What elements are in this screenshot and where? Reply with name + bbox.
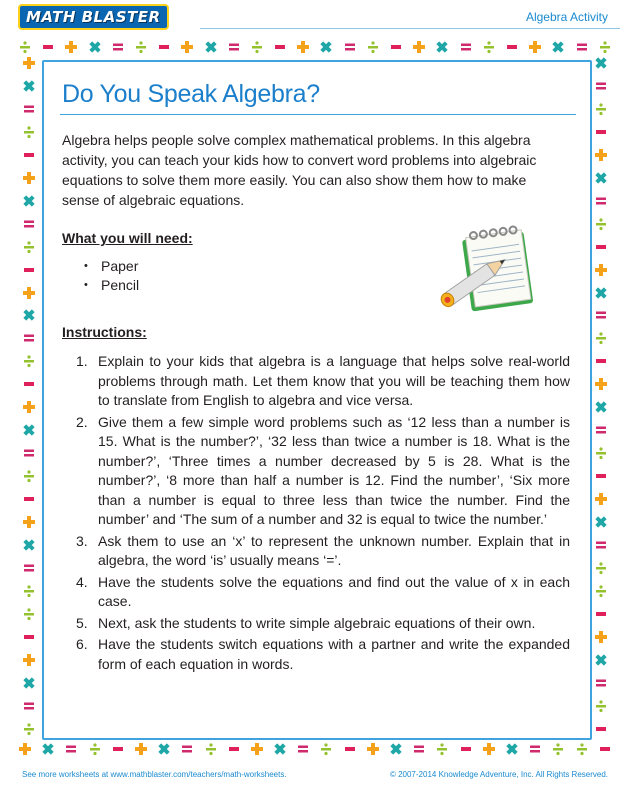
step-text: Have the students switch equations with a partner and write the expanded form of each equation in words. xyxy=(98,636,570,672)
minus-icon xyxy=(505,40,519,54)
step-text: Have the students solve the equations and find out the value of x in each case. xyxy=(98,573,570,609)
divide-icon xyxy=(594,584,608,598)
equals-icon xyxy=(22,217,36,231)
instructions-heading: Instructions: xyxy=(62,324,147,340)
times-icon xyxy=(273,742,287,756)
divide-icon xyxy=(594,699,608,713)
title-underline xyxy=(60,114,576,115)
needs-list xyxy=(84,257,139,295)
step-text: Ask them to use an ‘x’ to represent the unknown number. Explain that in algebra, the word ‘is’ usually means ‘=’. xyxy=(98,532,570,568)
divide-icon xyxy=(204,742,218,756)
minus-icon xyxy=(594,240,608,254)
list-item xyxy=(62,635,570,674)
times-icon xyxy=(88,40,102,54)
plus-icon xyxy=(482,742,496,756)
plus-icon xyxy=(22,653,36,667)
divide-icon xyxy=(594,331,608,345)
plus-icon xyxy=(22,400,36,414)
intro-paragraph: Algebra helps people solve complex mathematical problems. In this algebra activity, you can teach your kids how to convert word problems into algebraic equations to solve them more easily. You can also show them how to make sense of algebraic equations. xyxy=(62,132,537,208)
times-icon xyxy=(594,56,608,70)
divide-icon xyxy=(482,40,496,54)
divide-icon xyxy=(594,102,608,116)
equals-icon xyxy=(594,194,608,208)
header-divider xyxy=(200,28,620,29)
equals-icon xyxy=(22,331,36,345)
times-icon xyxy=(22,79,36,93)
equals-icon xyxy=(594,308,608,322)
minus-icon xyxy=(594,722,608,736)
step-number: 2. xyxy=(76,413,88,430)
plus-icon xyxy=(22,56,36,70)
times-icon xyxy=(594,653,608,667)
equals-icon xyxy=(594,423,608,437)
equals-icon xyxy=(594,79,608,93)
footer-copyright: © 2007-2014 Knowledge Adventure, Inc. All Rights Reserved. xyxy=(389,770,608,779)
worksheet-panel xyxy=(42,60,592,740)
times-icon xyxy=(41,742,55,756)
minus-icon xyxy=(459,742,473,756)
math-blaster-logo: MATH BLASTER xyxy=(18,4,169,30)
divide-icon xyxy=(22,354,36,368)
plus-icon xyxy=(594,377,608,391)
minus-icon xyxy=(41,40,55,54)
plus-icon xyxy=(594,630,608,644)
equals-icon xyxy=(594,538,608,552)
divide-icon xyxy=(22,607,36,621)
equals-icon xyxy=(594,676,608,690)
step-number: 3. xyxy=(76,532,88,549)
divide-icon xyxy=(22,125,36,139)
minus-icon xyxy=(273,40,287,54)
minus-icon xyxy=(22,377,36,391)
step-text: Next, ask the students to write simple algebraic equations of their own. xyxy=(98,614,536,631)
equals-icon xyxy=(64,742,78,756)
border-right xyxy=(592,56,610,736)
divide-icon xyxy=(366,40,380,54)
border-top xyxy=(18,38,612,56)
activity-label: Algebra Activity xyxy=(525,10,608,24)
minus-icon xyxy=(22,148,36,162)
equals-icon xyxy=(575,40,589,54)
divide-icon xyxy=(551,742,565,756)
times-icon xyxy=(594,171,608,185)
divide-icon xyxy=(598,40,612,54)
step-number: 1. xyxy=(76,353,88,369)
minus-icon xyxy=(22,630,36,644)
plus-icon xyxy=(22,515,36,529)
page-title: Do You Speak Algebra? xyxy=(62,80,320,108)
divide-icon xyxy=(22,584,36,598)
divide-icon xyxy=(319,742,333,756)
plus-icon xyxy=(366,742,380,756)
needs-heading: What you will need: xyxy=(62,230,193,246)
minus-icon xyxy=(594,125,608,139)
step-text: Explain to your kids that algebra is a language that helps solve real-world problems through math. Let them know that you will be teaching them how to translate from English to algebra and vice versa. xyxy=(98,353,570,408)
notepad-pencil-illustration xyxy=(434,222,544,322)
equals-icon xyxy=(22,561,36,575)
minus-icon xyxy=(111,742,125,756)
times-icon xyxy=(505,742,519,756)
times-icon xyxy=(22,308,36,322)
plus-icon xyxy=(594,263,608,277)
divide-icon xyxy=(22,722,36,736)
equals-icon xyxy=(412,742,426,756)
list-item: • Pencil xyxy=(84,276,139,295)
equals-icon xyxy=(459,40,473,54)
minus-icon xyxy=(343,742,357,756)
plus-icon xyxy=(250,742,264,756)
times-icon xyxy=(551,40,565,54)
times-icon xyxy=(319,40,333,54)
equals-icon xyxy=(22,446,36,460)
step-number: 5. xyxy=(76,614,88,631)
divide-icon xyxy=(435,742,449,756)
plus-icon xyxy=(412,40,426,54)
times-icon xyxy=(22,676,36,690)
minus-icon xyxy=(594,469,608,483)
times-icon xyxy=(594,515,608,529)
border-left xyxy=(20,56,38,736)
plus-icon xyxy=(296,40,310,54)
divide-icon xyxy=(22,469,36,483)
divide-icon xyxy=(594,561,608,575)
plus-icon xyxy=(22,171,36,185)
times-icon xyxy=(22,423,36,437)
plus-icon xyxy=(594,148,608,162)
equals-icon xyxy=(180,742,194,756)
divide-icon xyxy=(88,742,102,756)
times-icon xyxy=(594,400,608,414)
minus-icon xyxy=(594,354,608,368)
times-icon xyxy=(435,40,449,54)
equals-icon xyxy=(296,742,310,756)
equals-icon xyxy=(343,40,357,54)
equals-icon xyxy=(22,102,36,116)
plus-icon xyxy=(22,286,36,300)
step-number: 6. xyxy=(76,636,88,652)
list-item: • Paper xyxy=(84,257,139,276)
instructions-list xyxy=(62,352,570,676)
list-item xyxy=(62,532,570,571)
plus-icon xyxy=(528,40,542,54)
equals-icon xyxy=(227,40,241,54)
divide-icon xyxy=(594,217,608,231)
list-item xyxy=(62,614,570,634)
times-icon xyxy=(22,538,36,552)
plus-icon xyxy=(134,742,148,756)
minus-icon xyxy=(594,607,608,621)
plus-icon xyxy=(180,40,194,54)
plus-icon xyxy=(594,492,608,506)
divide-icon xyxy=(22,240,36,254)
step-text: Give them a few simple word problems such as ‘12 less than a number is 15. What is the number?’, ‘32 less than twice a number is 18. What is the number?’, ‘Three times a number decreased by 5 is 28. What is the number?’, ‘8 more than half a number is 12. Find the number’, ‘Six more than a number is equal to three less than twice the number. Find the number’ and ‘The sum of a number and 32 is equal to twice the number.’ xyxy=(98,413,570,527)
step-number: 4. xyxy=(76,573,88,590)
times-icon xyxy=(389,742,403,756)
border-bottom xyxy=(18,740,612,758)
divide-icon xyxy=(594,446,608,460)
minus-icon xyxy=(22,263,36,277)
list-item xyxy=(62,413,570,530)
minus-icon xyxy=(389,40,403,54)
list-item xyxy=(62,573,570,612)
plus-icon xyxy=(18,742,32,756)
times-icon xyxy=(157,742,171,756)
times-icon xyxy=(22,194,36,208)
equals-icon xyxy=(528,742,542,756)
divide-icon xyxy=(250,40,264,54)
page-header xyxy=(0,0,630,30)
minus-icon xyxy=(598,742,612,756)
minus-icon xyxy=(227,742,241,756)
equals-icon xyxy=(111,40,125,54)
plus-icon xyxy=(64,40,78,54)
footer-worksheets-link[interactable]: See more worksheets at www.mathblaster.com/teachers/math-worksheets. xyxy=(22,770,287,779)
divide-icon xyxy=(18,40,32,54)
times-icon xyxy=(594,286,608,300)
list-item xyxy=(62,352,570,411)
divide-icon xyxy=(134,40,148,54)
equals-icon xyxy=(22,699,36,713)
times-icon xyxy=(204,40,218,54)
minus-icon xyxy=(22,492,36,506)
minus-icon xyxy=(157,40,171,54)
divide-icon xyxy=(575,742,589,756)
